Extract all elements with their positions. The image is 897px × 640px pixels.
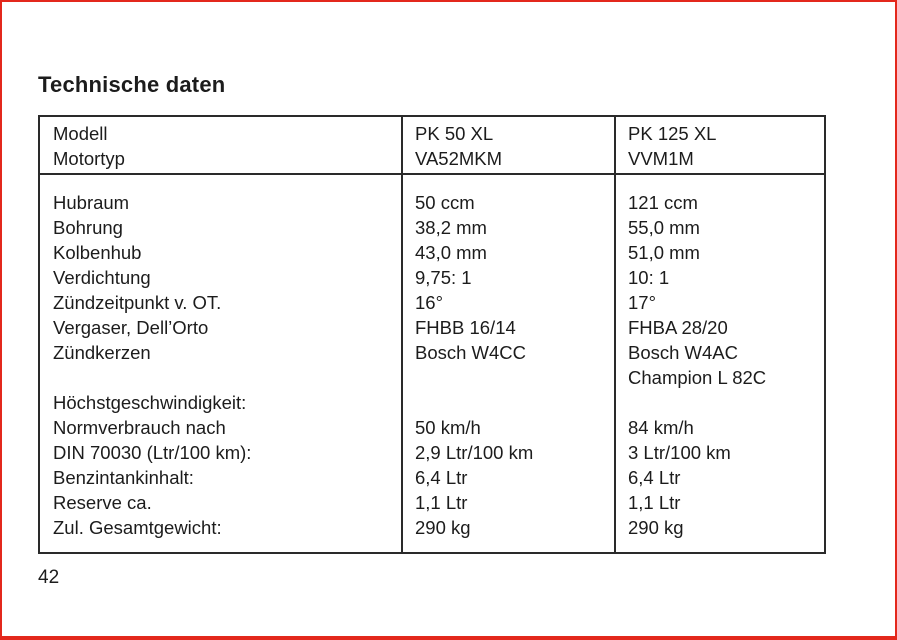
header-model2-value: PK 125 XL xyxy=(628,123,717,144)
model2-value: 290 kg xyxy=(628,517,684,538)
model1-value: 6,4 Ltr xyxy=(415,467,468,488)
spec-label: Bohrung xyxy=(53,217,123,238)
spec-label: Normverbrauch nach xyxy=(53,417,226,438)
spec-label: Zündkerzen xyxy=(53,342,151,363)
header-model1-value: PK 50 XL xyxy=(415,123,494,144)
model1-value xyxy=(415,365,533,390)
model1-value: 9,75: 1 xyxy=(415,267,472,288)
model2-value: Bosch W4AC xyxy=(628,342,739,363)
spec-label: Verdichtung xyxy=(53,267,151,288)
spec-labels-column xyxy=(53,190,251,540)
header-model2-cell xyxy=(628,121,716,171)
model1-value: FHBB 16/14 xyxy=(415,317,516,338)
model2-value: 51,0 mm xyxy=(628,242,700,263)
model2-value: 55,0 mm xyxy=(628,217,700,238)
spec-label: Reserve ca. xyxy=(53,492,152,513)
model1-value: 1,1 Ltr xyxy=(415,492,468,513)
model1-value xyxy=(415,390,533,415)
model2-value: Champion L 82C xyxy=(628,367,767,388)
model1-values-column xyxy=(415,190,533,540)
header-model1-value: VA52MKM xyxy=(415,148,503,169)
header-model1-cell xyxy=(415,121,502,171)
model2-value: 17° xyxy=(628,292,656,313)
model1-value: 290 kg xyxy=(415,517,471,538)
spec-label: Höchstgeschwindigkeit: xyxy=(53,392,247,413)
model2-value: 10: 1 xyxy=(628,267,670,288)
model2-value: 3 Ltr/100 km xyxy=(628,442,731,463)
model2-value: 121 ccm xyxy=(628,192,698,213)
header-labels-cell xyxy=(53,121,125,171)
model2-value: 84 km/h xyxy=(628,417,694,438)
model1-value: 16° xyxy=(415,292,443,313)
model1-value: 50 ccm xyxy=(415,192,475,213)
model2-value xyxy=(628,390,766,415)
spec-label: Hubraum xyxy=(53,192,130,213)
model2-value: FHBA 28/20 xyxy=(628,317,728,338)
spec-label xyxy=(53,365,251,390)
header-divider xyxy=(40,173,824,175)
model2-value: 6,4 Ltr xyxy=(628,467,681,488)
spec-label: Zündzeitpunkt v. OT. xyxy=(53,292,222,313)
model2-value: 1,1 Ltr xyxy=(628,492,681,513)
page-number: 42 xyxy=(38,567,60,588)
spec-label: Kolbenhub xyxy=(53,242,142,263)
model1-value: 43,0 mm xyxy=(415,242,487,263)
spec-label: Vergaser, Dell’Orto xyxy=(53,317,209,338)
column-divider-1 xyxy=(401,117,403,552)
column-divider-2 xyxy=(614,117,616,552)
header-label: Motortyp xyxy=(53,148,125,169)
model1-value: Bosch W4CC xyxy=(415,342,527,363)
spec-label: DIN 70030 (Ltr/100 km): xyxy=(53,442,252,463)
spec-label: Zul. Gesamtgewicht: xyxy=(53,517,222,538)
model1-value: 2,9 Ltr/100 km xyxy=(415,442,534,463)
header-label: Modell xyxy=(53,123,108,144)
header-model2-value: VVM1M xyxy=(628,148,694,169)
spec-table xyxy=(38,115,826,554)
spec-label: Benzintankinhalt: xyxy=(53,467,194,488)
model1-value: 38,2 mm xyxy=(415,217,487,238)
model1-value: 50 km/h xyxy=(415,417,481,438)
model2-values-column xyxy=(628,190,766,540)
page-title: Technische daten xyxy=(38,72,226,97)
